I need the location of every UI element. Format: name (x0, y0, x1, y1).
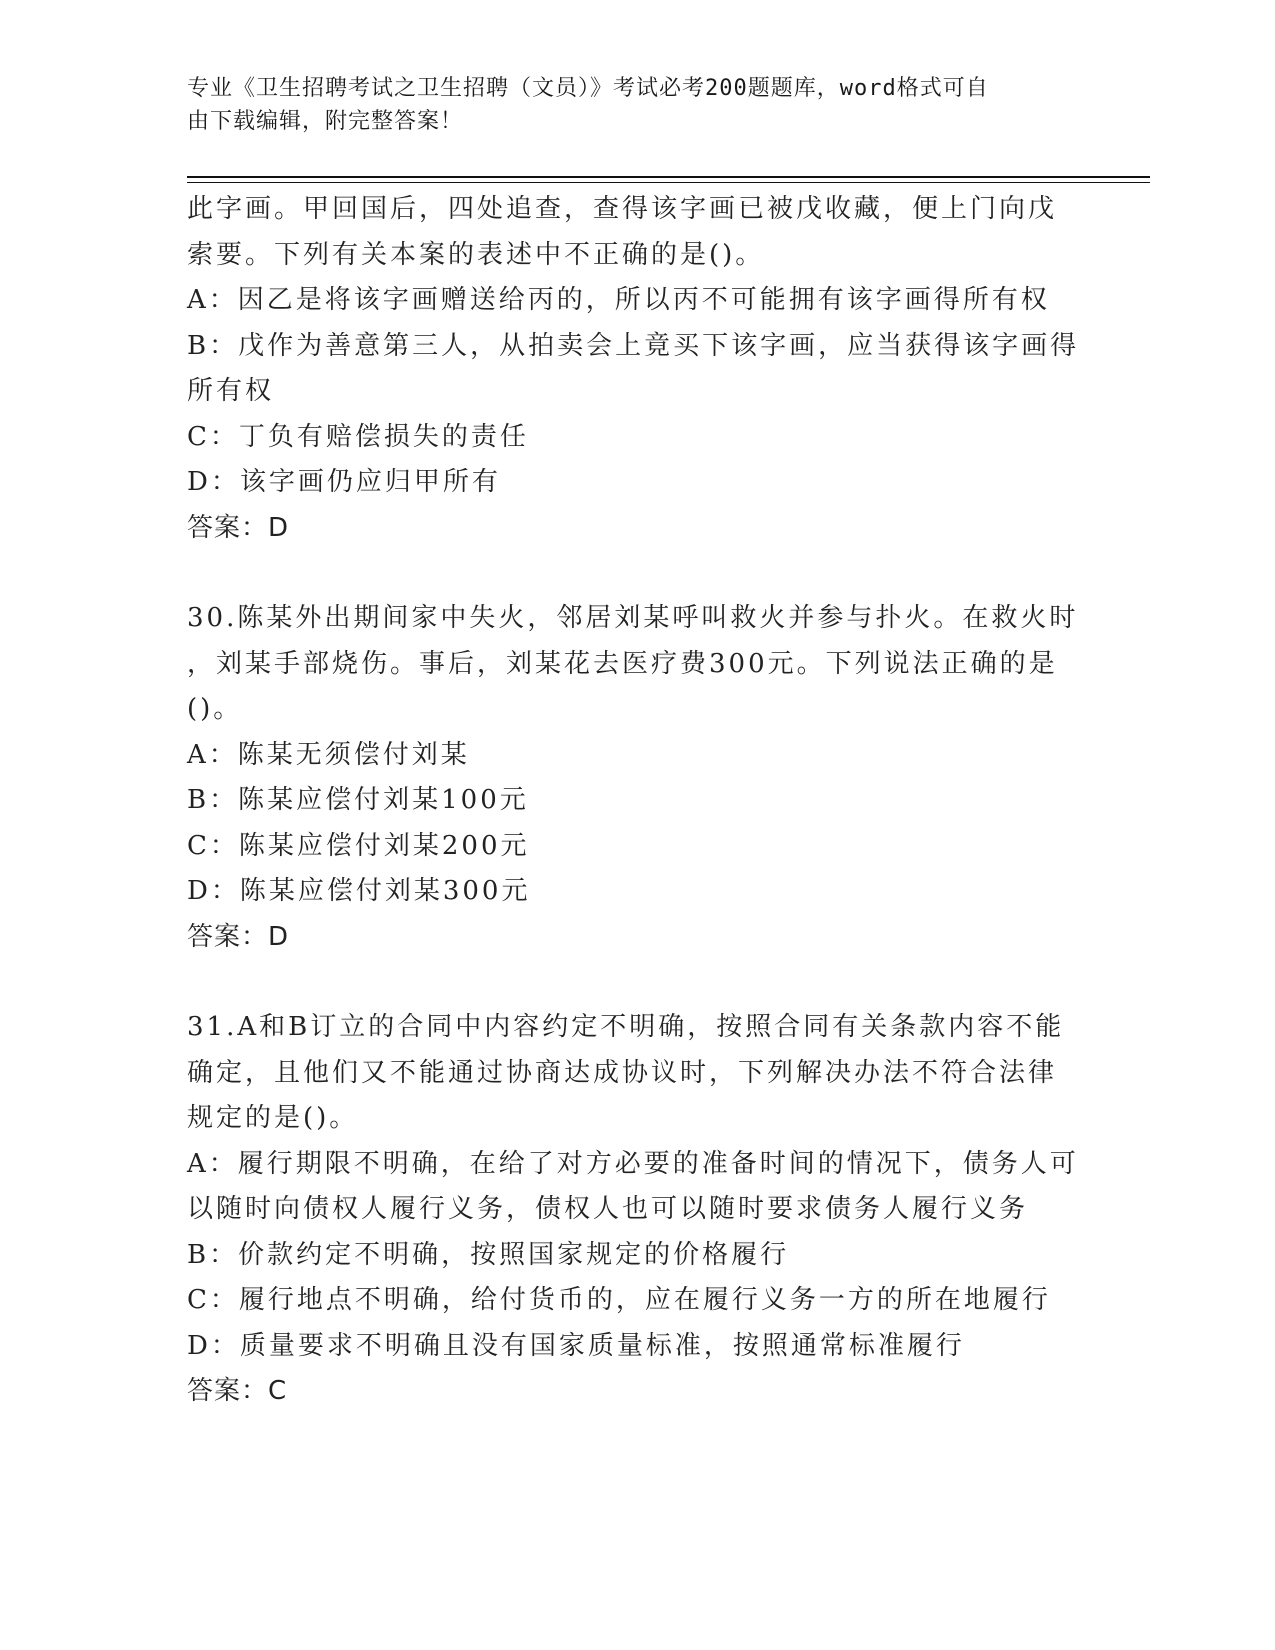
header-title-line-2: 由下载编辑，附完整答案！ (187, 109, 464, 134)
answer-label: 答案：D (187, 921, 290, 952)
question-stem-line: ，刘某手部烧伤。事后，刘某花去医疗费300元。下列说法正确的是 (187, 648, 1058, 679)
option-b-continued: 所有权 (187, 376, 275, 406)
option-d: D：陈某应偿付刘某300元 (187, 876, 531, 906)
question-stem-line: 此字画。甲回国后，四处追查，查得该字画已被戊收藏，便上门向戊 (187, 194, 1058, 224)
header-rule-thick (187, 176, 1150, 178)
question-spacer (187, 960, 1067, 1005)
question-block-prev (187, 187, 1080, 551)
question-stem-line: ()。 (187, 694, 243, 724)
option-a: A：陈某无须偿付刘某 (187, 739, 470, 770)
answer-label: 答案：C (187, 1376, 288, 1406)
option-d: D：质量要求不明确且没有国家质量标准，按照通常标准履行 (187, 1330, 965, 1361)
question-stem-line: 规定的是()。 (187, 1103, 359, 1133)
option-b: B：戊作为善意第三人，从拍卖会上竟买下该字画，应当获得该字画得 (187, 330, 1080, 361)
question-stem-line: 30.陈某外出期间家中失火，邻居刘某呼叫救火并参与扑火。在救火时 (187, 603, 1079, 633)
option-a-continued: 以随时向债权人履行义务，债权人也可以随时要求债务人履行义务 (187, 1194, 1029, 1224)
option-b: B：价款约定不明确，按照国家规定的价格履行 (187, 1239, 790, 1270)
question-content (187, 187, 1080, 1415)
option-d: D：该字画仍应归甲所有 (187, 467, 501, 497)
question-stem-line: 确定，且他们又不能通过协商达成协议时，下列解决办法不符合法律 (187, 1057, 1058, 1088)
question-stem-line: 索要。下列有关本案的表述中不正确的是()。 (187, 239, 765, 270)
option-b: B：陈某应偿付刘某100元 (187, 785, 529, 815)
question-block-31 (187, 1005, 1079, 1415)
document-header (187, 72, 1067, 138)
option-c: C：履行地点不明确，给付货币的，应在履行义务一方的所在地履行 (187, 1285, 1051, 1315)
option-c: C：陈某应偿付刘某200元 (187, 830, 530, 861)
header-rule-thin (187, 182, 1150, 183)
question-block-30 (187, 596, 1079, 960)
question-stem-line: 31.A和B订立的合同中内容约定不明确，按照合同有关条款内容不能 (187, 1012, 1065, 1042)
option-c: C：丁负有赔偿损失的责任 (187, 421, 529, 452)
question-spacer (187, 551, 1067, 596)
answer-label: 答案：D (187, 512, 290, 543)
option-a: A：履行期限不明确，在给了对方必要的准备时间的情况下，债务人可 (187, 1148, 1079, 1179)
option-a: A：因乙是将该字画赠送给丙的，所以丙不可能拥有该字画得所有权 (187, 285, 1050, 315)
header-title-line-1: 专业《卫生招聘考试之卫生招聘（文员）》考试必考200题题库，word格式可自 (187, 76, 989, 101)
